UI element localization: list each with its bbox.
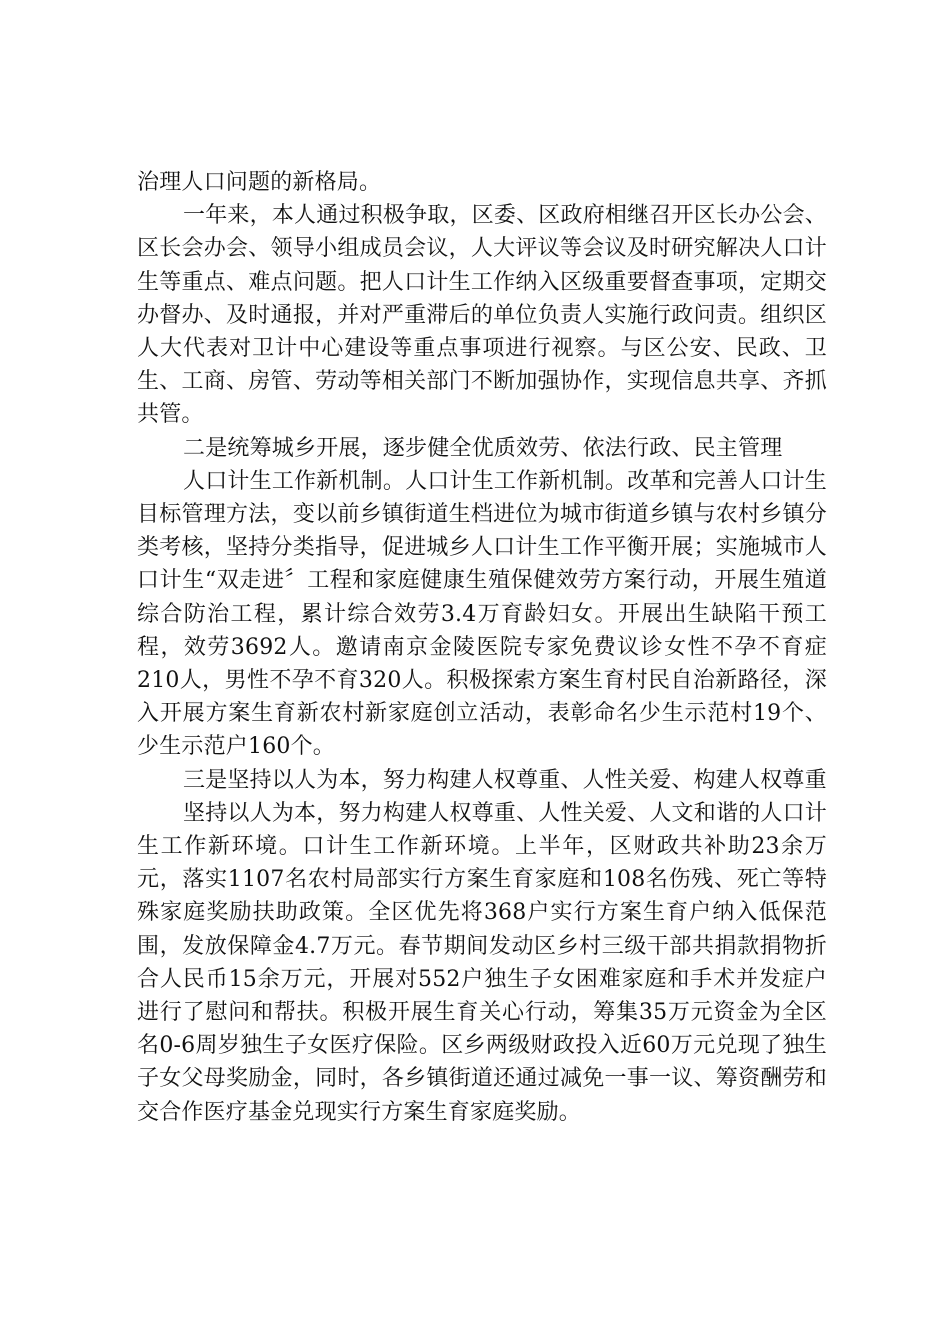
section-heading-3: 三是坚持以人为本，努力构建人权尊重、人性关爱、构建人权尊重 xyxy=(183,767,827,793)
paragraph-3: 人口计生工作新机制。人口计生工作新机制。改革和完善人口计生目标管理方法，变以前乡镇街道生档进位为城市街道乡镇与农村乡镇分类考核，坚持分类指导，促进城乡人口计生工作平衡开展；实施城市人口计生“双走进〞工程和家庭健康生殖保健效劳方案行动，开展生殖道综合防治工程，累计综合效劳3.4万育龄妇女。开展出生缺陷干预工程，效劳3692人。邀请南京金陵医院专家免费议诊女性不孕不育症210人，男性不孕不育320人。积极探索方案生育村民自治新路径，深入开展方案生育新农村新家庭创立活动，表彰命名少生示范村19个、少生示范户160个。 xyxy=(137,468,827,760)
section-heading-2: 二是统筹城乡开展，逐步健全优质效劳、依法行政、民主管理 xyxy=(183,435,783,461)
document-page xyxy=(137,166,827,1129)
paragraph-1: 治理人口问题的新格局。 xyxy=(137,170,382,195)
paragraph-4: 坚持以人为本，努力构建人权尊重、人性关爱、人文和谐的人口计生工作新环境。口计生工作新环境。上半年，区财政共补助23余万元，落实1107名农村局部实行方案生育家庭和108名伤残、死亡等特殊家庭奖励扶助政策。全区优先将368户实行方案生育户纳入低保范围，发放保障金4.7万元。春节期间发动区乡村三级干部共捐款捐物折合人民币15余万元，开展对552户独生子女困难家庭和手术并发症户进行了慰问和帮扶。积极开展生育关心行动，筹集35万元资金为全区名0-6周岁独生子女医疗保险。区乡两级财政投入近60万元兑现了独生子女父母奖励金，同时，各乡镇街道还通过减免一事一议、筹资酬劳和交合作医疗基金兑现实行方案生育家庭奖励。 xyxy=(137,800,827,1125)
paragraph-2: 一年来，本人通过积极争取，区委、区政府相继召开区长办公会、区长会办会、领导小组成员会议，人大评议等会议及时研究解决人口计生等重点、难点问题。把人口计生工作纳入区级重要督查事项，定期交办督办、及时通报，并对严重滞后的单位负责人实施行政问责。组织区人大代表对卫计中心建设等重点事项进行视察。与区公安、民政、卫生、工商、房管、劳动等相关部门不断加强协作，实现信息共享、齐抓共管。 xyxy=(137,203,827,428)
